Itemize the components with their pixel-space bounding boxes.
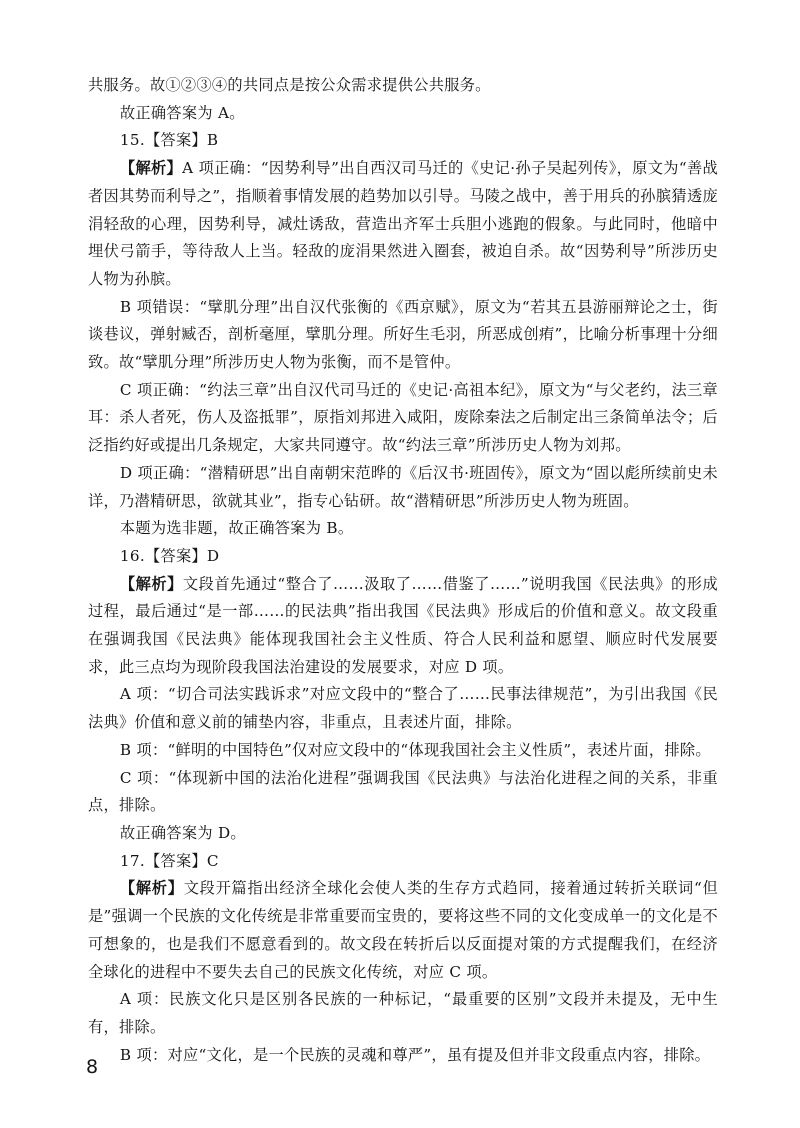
answer-line xyxy=(88,127,718,155)
question-number: 16. xyxy=(119,546,145,565)
answer-letter: C xyxy=(206,851,219,870)
paragraph: B 项：对应“文化，是一个民族的灵魂和尊严”，虽有提及但并非文段重点内容，排除。 xyxy=(119,1045,711,1064)
paragraph: B 项：“鲜明的中国特色”仅对应文段中的“体现我国社会主义性质”，表述片面，排除。 xyxy=(119,740,711,759)
paragraph: D 项正确：“潜精研思”出自南朝宋范晔的《后汉书·班固传》，原文为“固以彪所续前史未详，乃潜精研思，欲就其业”，指专心钻研。故“潜精研思”所涉历史人物为班固。 xyxy=(88,463,718,510)
analysis-tag: 【解析】 xyxy=(119,159,183,178)
analysis-text: A 项正确：“因势利导”出自西汉司马迁的《史记·孙子吴起列传》，原文为“善战者因其势而利导之”，指顺着事情发展的趋势加以引导。马陵之战中，善于用兵的孙膑猜透庞涓轻敌的心理，因势利导，减灶诱敌，营造出齐军士兵胆小逃跑的假象。与此同时，他暗中埋伏弓箭手，等待敌人上当。轻敌的庞涓果然进入圈套，被迫自杀。故“因势利导”所涉历史人物为孙膑。 xyxy=(88,159,719,288)
question-number: 17. xyxy=(119,851,145,870)
answer-letter: D xyxy=(206,546,220,565)
answer-tag: 【答案】 xyxy=(144,851,207,870)
paragraph: B 项错误：“擘肌分理”出自汉代张衡的《西京赋》，原文为“若其五县游丽辩论之士，街谈巷议，弹射臧否，剖析毫厘，擘肌分理。所好生毛羽，所恶成创痏”，比喻分析事理十分细致。故“擘肌分理”所涉历史人物为张衡，而不是管仲。 xyxy=(88,297,718,372)
document-body xyxy=(88,72,718,1069)
analysis-tag: 【解析】 xyxy=(119,574,183,593)
paragraph: A 项：民族文化只是区别各民族的一种标记，“最重要的区别”文段并未提及，无中生有，排除。 xyxy=(88,990,718,1036)
analysis-paragraph xyxy=(88,875,718,986)
paragraph: 故正确答案为 D。 xyxy=(119,823,246,842)
paragraph: A 项：“切合司法实践诉求”对应文段中的“整合了……民事法律规范”，为引出我国《民法典》价值和意义前的铺垫内容，非重点，且表述片面，排除。 xyxy=(88,685,718,732)
analysis-text: 文段开篇指出经济全球化会使人类的生存方式趋同，接着通过转折关联词“但是”强调一个民族的文化传统是非常重要而宝贵的，要将这些不同的文化变成单一的文化是不可想象的，也是我们不愿意看到的。故文段在转折后以反面提对策的方式提醒我们，在经济全球化的进程中不要失去自己的民族文化传统，对应 C 项。 xyxy=(88,879,719,981)
answer-line xyxy=(88,848,718,876)
paragraph: 故正确答案为 A。 xyxy=(119,103,245,122)
paragraph: C 项：“体现新中国的法治化进程”强调我国《民法典》与法治化进程之间的关系，非重点，排除。 xyxy=(88,768,718,815)
question-number: 15. xyxy=(119,131,145,150)
analysis-paragraph xyxy=(88,571,718,682)
page-number: 8 xyxy=(86,1056,99,1078)
answer-line xyxy=(88,543,718,571)
analysis-paragraph xyxy=(88,155,718,294)
paragraph: 本题为选非题，故正确答案为 B。 xyxy=(119,519,354,538)
analysis-tag: 【解析】 xyxy=(119,879,184,898)
paragraph: 共服务。故①②③④的共同点是按公众需求提供公共服务。 xyxy=(88,76,491,94)
analysis-text: 文段首先通过“整合了……汲取了……借鉴了……”说明我国《民法典》的形成过程，最后通过“是一部……的民法典”指出我国《民法典》形成后的价值和意义。故文段重在强调我国《民法典》能体现我国社会主义性质、符合人民利益和愿望、顺应时代发展要求，此三点均为现阶段我国法治建设的发展要求，对应 D 项。 xyxy=(88,574,718,676)
answer-letter: B xyxy=(206,131,219,150)
paragraph: C 项正确：“约法三章”出自汉代司马迁的《史记·高祖本纪》，原文为“与父老约，法三章耳：杀人者死，伤人及盗抵罪”，原指刘邦进入咸阳，废除秦法之后制定出三条简单法令；后泛指约好或提出几条规定，大家共同遵守。故“约法三章”所涉历史人物为刘邦。 xyxy=(88,380,718,455)
answer-tag: 【答案】 xyxy=(144,546,207,565)
answer-tag: 【答案】 xyxy=(144,131,207,150)
